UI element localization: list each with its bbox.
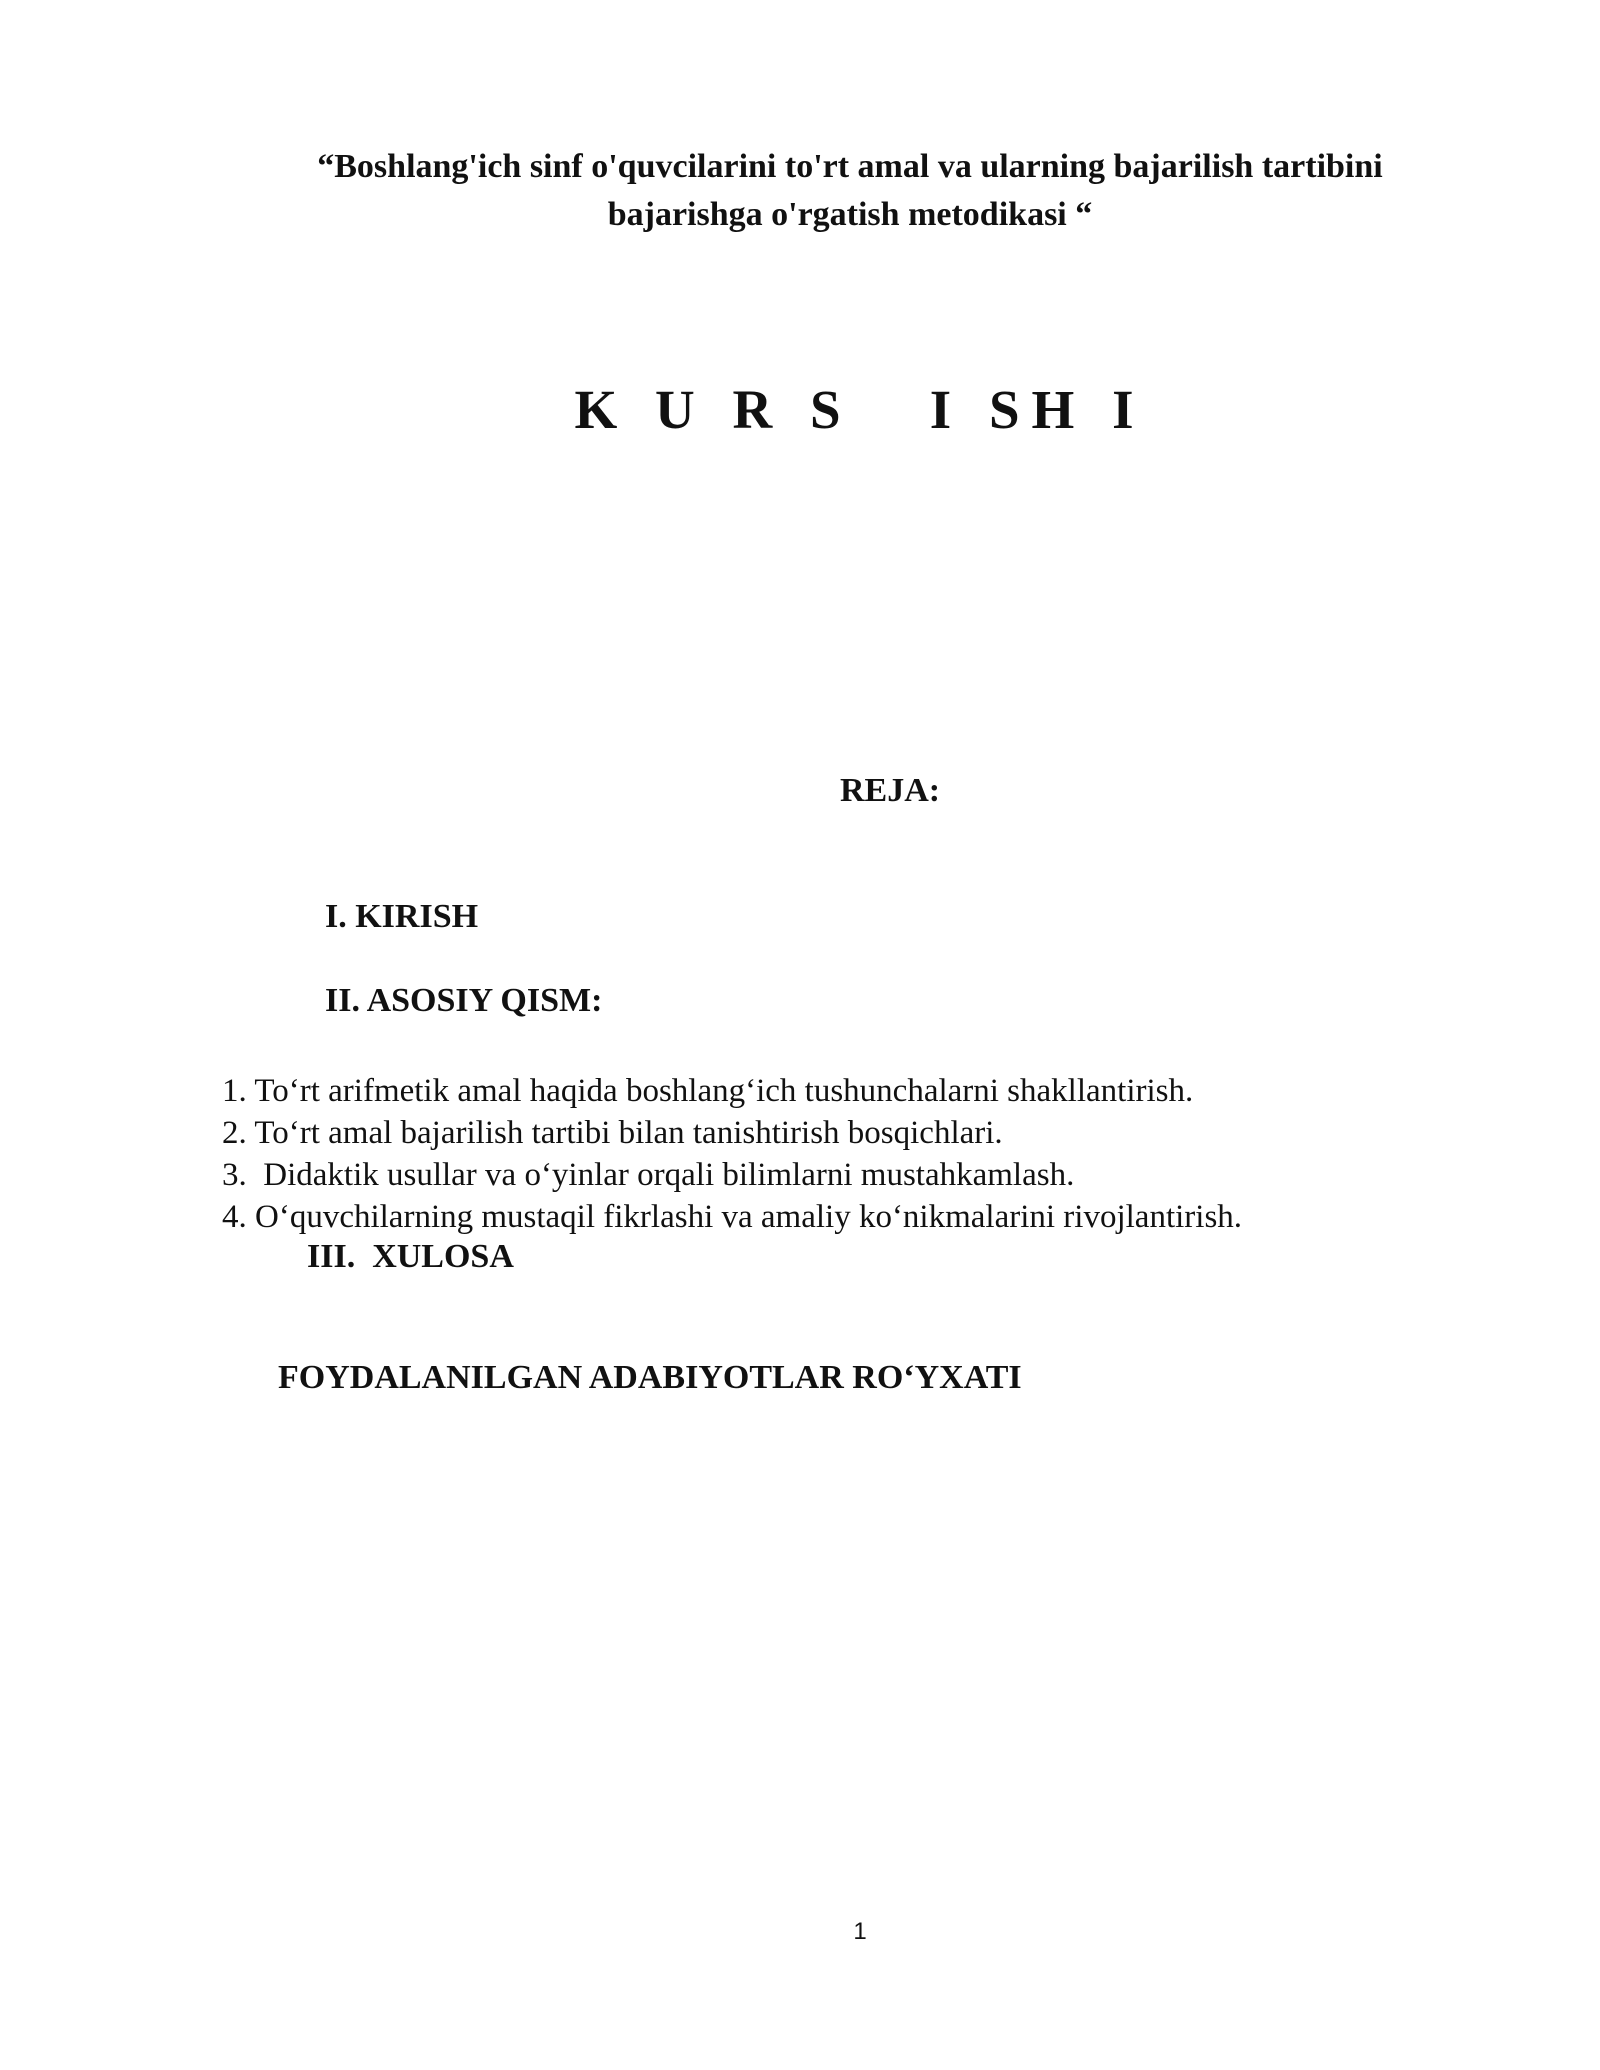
plan-item-1: 1. To‘rt arifmetik amal haqida boshlang‘ich tushunchalarni shakllantirish.: [222, 1073, 1194, 1109]
plan-label: REJA:: [840, 772, 941, 809]
document-title-line-2: bajarishga o'rgatish metodikasi “: [607, 196, 1093, 233]
section-references: FOYDALANILGAN ADABIYOTLAR RO‘YXATI: [278, 1359, 1022, 1396]
plan-list: [222, 1070, 1242, 1238]
course-work-heading: K U R S I SH I: [574, 379, 1146, 440]
plan-item-3: 3. Didaktik usullar va o‘yinlar orqali bilimlarni mustahkamlash.: [222, 1157, 1075, 1193]
document-title-line-1: “Boshlang'ich sinf o'quvcilarini to'rt amal va ularning bajarilish tartibini: [317, 148, 1383, 185]
section-intro: I. KIRISH: [325, 898, 479, 935]
page-number: 1: [853, 1918, 867, 1945]
plan-item-2: 2. To‘rt amal bajarilish tartibi bilan tanishtirish bosqichlari.: [222, 1115, 1003, 1151]
section-conclusion: III. XULOSA: [307, 1238, 514, 1275]
document-title: [220, 143, 1480, 239]
section-main: II. ASOSIY QISM:: [325, 982, 603, 1019]
plan-item-4: 4. O‘quvchilarning mustaqil fikrlashi va amaliy ko‘nikmalarini rivojlantirish.: [222, 1199, 1243, 1235]
